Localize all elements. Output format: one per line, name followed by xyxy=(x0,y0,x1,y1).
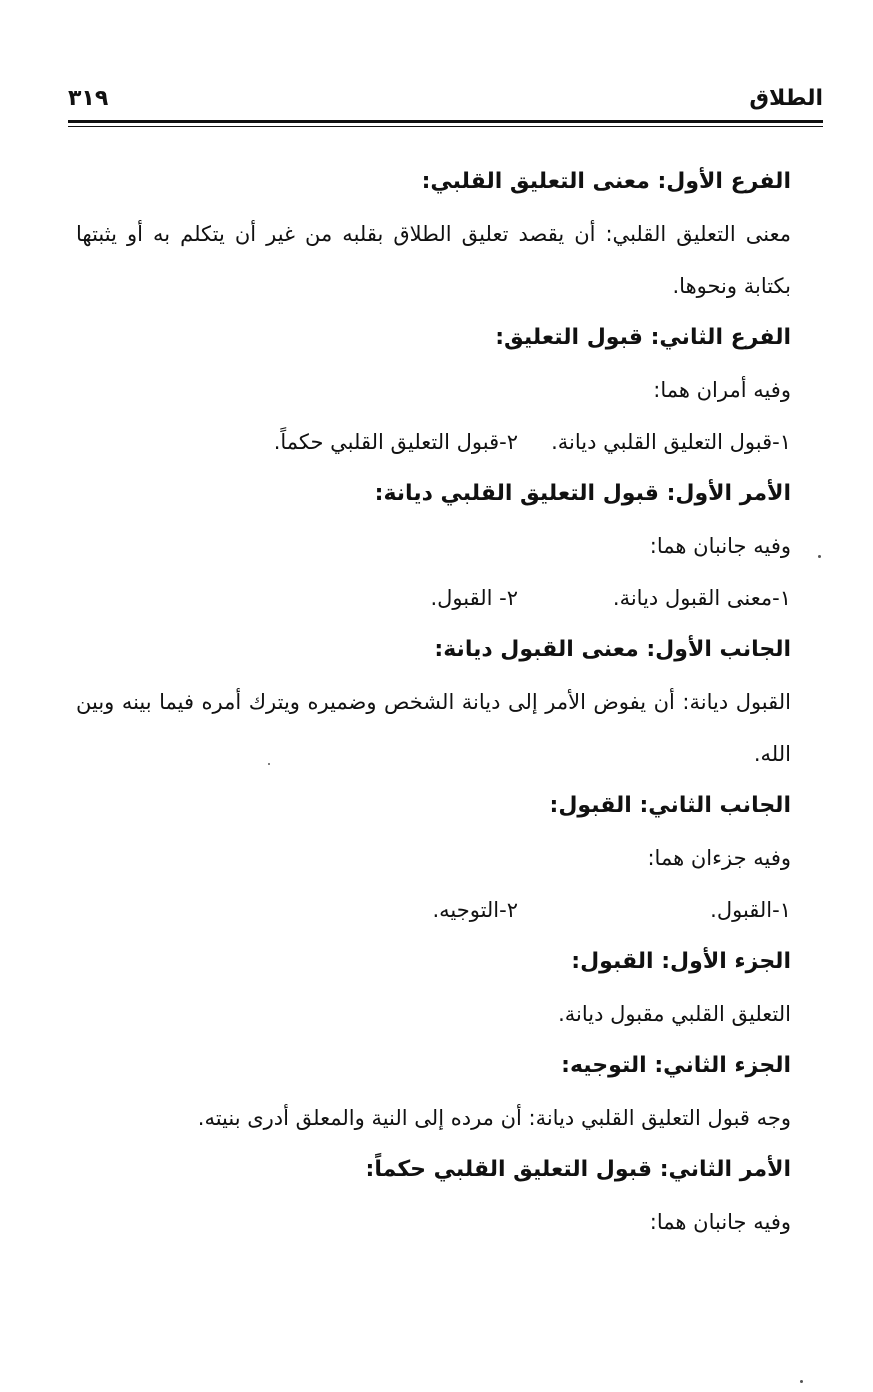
list-item-1: ١-قبول التعليق القلبي ديانة. xyxy=(551,430,791,454)
heading-part-1: الجزء الأول: القبول: xyxy=(571,949,791,974)
paragraph-definition: معنى التعليق القلبي: أن يقصد تعليق الطلاق بقلبه من غير أن يتكلم به أو يثبتها بكتابة ونحوها. xyxy=(76,222,791,298)
header-rule-thin xyxy=(68,126,823,127)
scan-speck xyxy=(268,763,270,765)
list-item-2: ٢-قبول التعليق القلبي حكماً. xyxy=(273,430,518,454)
list-two-aspects xyxy=(76,572,791,624)
intro-two-parts: وفيه جزءان هما: xyxy=(647,846,791,870)
heading-part-2: الجزء الثاني: التوجيه: xyxy=(561,1053,791,1078)
heading-matter-2: الأمر الثاني: قبول التعليق القلبي حكماً: xyxy=(365,1157,791,1182)
scan-speck xyxy=(800,1380,803,1383)
page-number: ٣١٩ xyxy=(68,86,109,111)
header-rule-thick xyxy=(68,120,823,123)
heading-branch-2: الفرع الثاني: قبول التعليق: xyxy=(495,325,791,350)
statement-justification: وجه قبول التعليق القلبي ديانة: أن مرده إلى النية والمعلق أدرى بنيته. xyxy=(197,1106,791,1130)
list-item-2: ٢- القبول. xyxy=(430,586,518,610)
heading-matter-1: الأمر الأول: قبول التعليق القلبي ديانة: xyxy=(374,481,791,506)
list-item-1: ١-معنى القبول ديانة. xyxy=(612,586,791,610)
list-two-matters xyxy=(76,416,791,468)
list-item-2: ٢-التوجيه. xyxy=(432,898,518,922)
list-two-parts xyxy=(76,884,791,936)
scan-speck xyxy=(818,555,821,558)
intro-two-aspects: وفيه جانبان هما: xyxy=(649,534,791,558)
header-title: الطلاق xyxy=(749,86,823,111)
running-header xyxy=(68,86,823,120)
heading-aspect-1: الجانب الأول: معنى القبول ديانة: xyxy=(434,637,791,662)
page-body xyxy=(76,156,791,1248)
heading-branch-1: الفرع الأول: معنى التعليق القلبي: xyxy=(421,169,791,194)
intro-two-matters: وفيه أمران هما: xyxy=(653,378,791,402)
intro-two-aspects-2: وفيه جانبان هما: xyxy=(649,1210,791,1234)
paragraph-acceptance-meaning: القبول ديانة: أن يفوض الأمر إلى ديانة الشخص وضميره ويترك أمره فيما بينه وبين الله. xyxy=(76,690,791,766)
list-item-1: ١-القبول. xyxy=(710,898,791,922)
statement-accepted: التعليق القلبي مقبول ديانة. xyxy=(558,1002,791,1026)
heading-aspect-2: الجانب الثاني: القبول: xyxy=(549,793,791,818)
